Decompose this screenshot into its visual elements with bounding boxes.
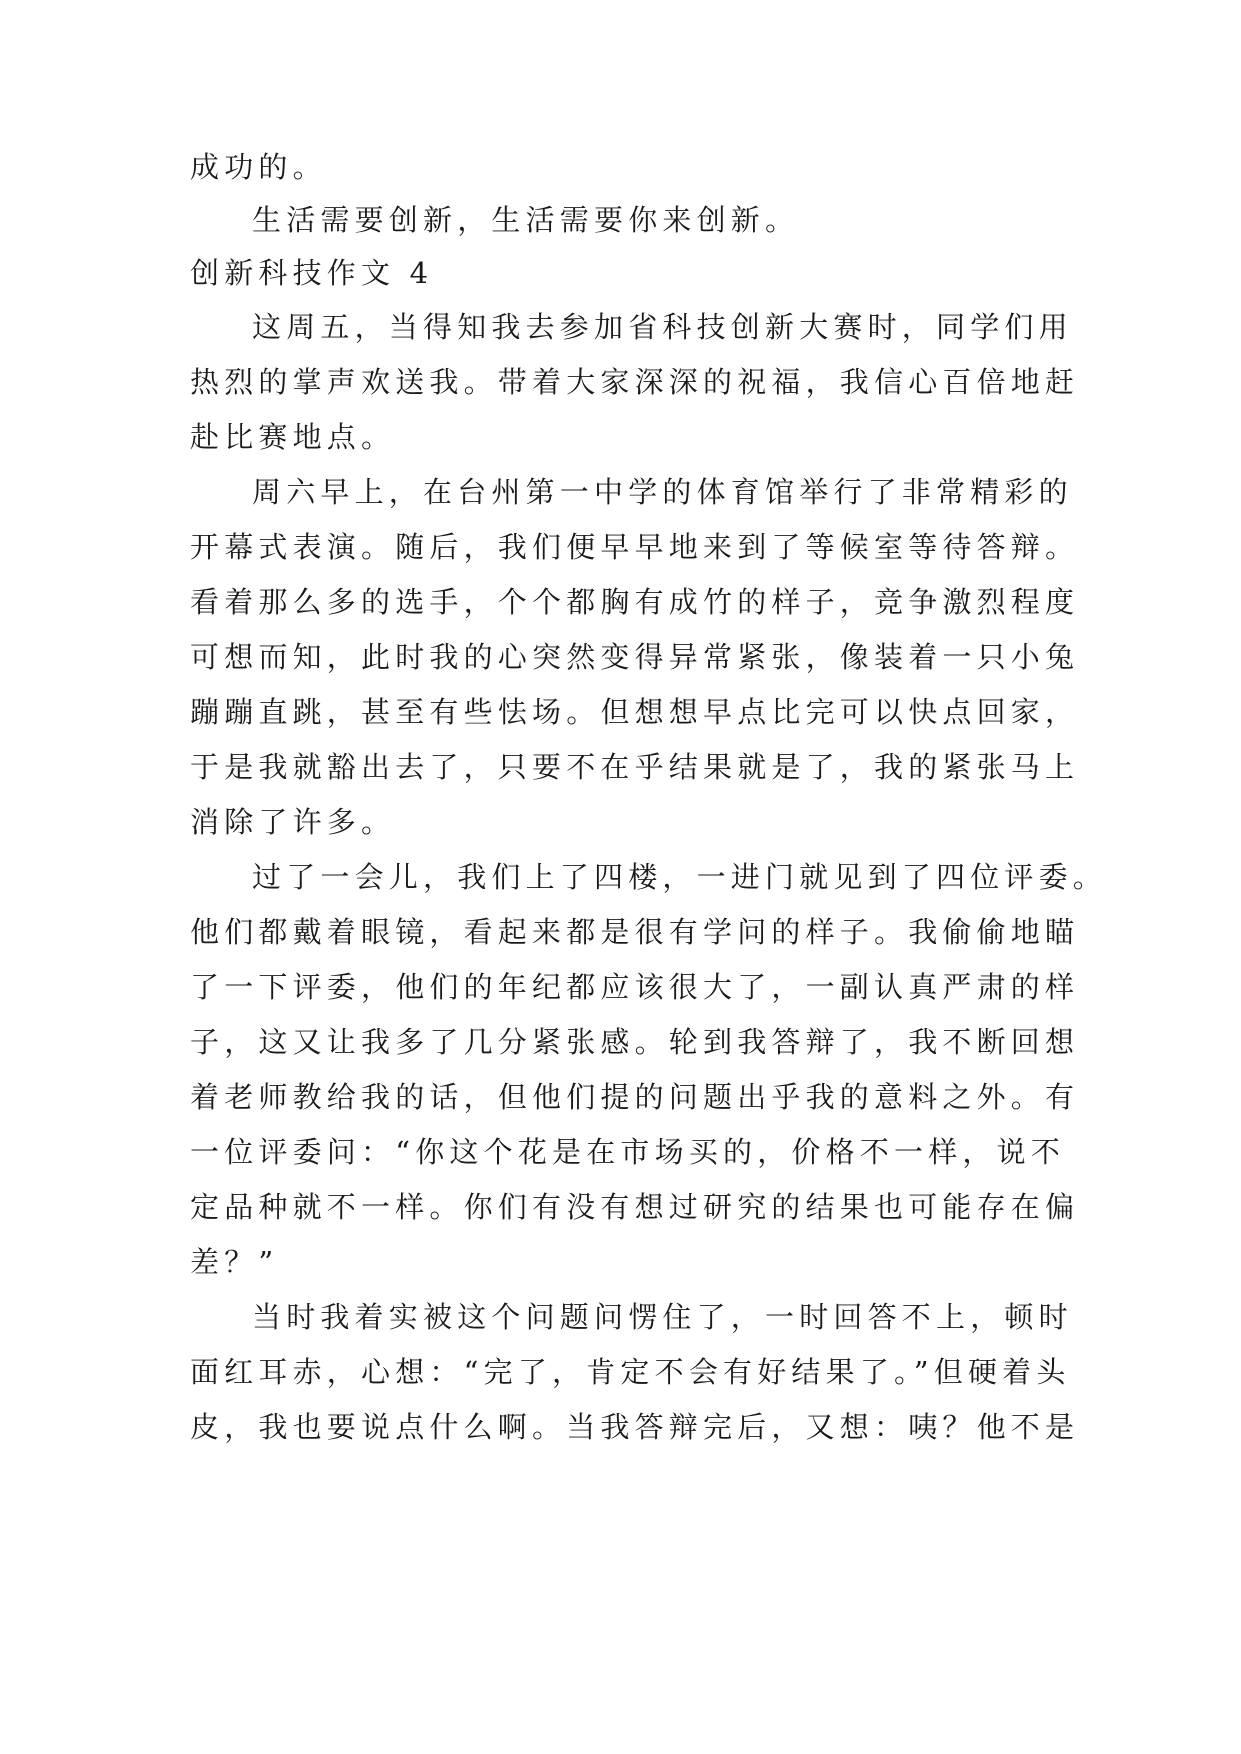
text-line: 赴比赛地点。 — [190, 420, 396, 454]
text-line: 定品种就不一样。你们有没有想过研究的结果也可能存在偏 — [190, 1190, 1080, 1224]
text-line: 生活需要创新，生活需要你来创新。 — [252, 203, 800, 237]
text-line: 子，这又让我多了几分紧张感。轮到我答辩了，我不断回想 — [190, 1025, 1080, 1059]
text-line: 了一下评委，他们的年纪都应该很大了，一副认真严肃的样 — [190, 970, 1080, 1004]
text-line: 周六早上，在台州第一中学的体育馆举行了非常精彩的 — [252, 475, 1073, 509]
text-line: 他们都戴着眼镜，看起来都是很有学问的样子。我偷偷地瞄 — [190, 915, 1080, 949]
text-line: 着老师教给我的话，但他们提的问题出乎我的意料之外。有 — [190, 1080, 1080, 1114]
section-heading: 创新科技作文 4 — [190, 256, 434, 290]
text-line: 当时我着实被这个问题问愣住了，一时回答不上，顿时 — [252, 1300, 1073, 1334]
text-line: 皮，我也要说点什么啊。当我答辩完后，又想：咦？他不是 — [190, 1410, 1080, 1444]
text-line: 成功的。 — [190, 150, 327, 184]
text-line: 蹦蹦直跳，甚至有些怯场。但想想早点比完可以快点回家， — [190, 695, 1080, 729]
text-line: 差？” — [190, 1245, 279, 1279]
text-line: 可想而知，此时我的心突然变得异常紧张，像装着一只小兔 — [190, 640, 1080, 674]
text-line: 这周五，当得知我去参加省科技创新大赛时，同学们用 — [252, 310, 1073, 344]
text-line: 热烈的掌声欢送我。带着大家深深的祝福，我信心百倍地赶 — [190, 365, 1080, 399]
text-line: 消除了许多。 — [190, 805, 396, 839]
text-line: 过了一会儿，我们上了四楼，一进门就见到了四位评委。 — [252, 860, 1108, 894]
text-line: 面红耳赤，心想：“完了，肯定不会有好结果了。”但硬着头 — [190, 1355, 1071, 1389]
text-line: 于是我就豁出去了，只要不在乎结果就是了，我的紧张马上 — [190, 750, 1080, 784]
text-line: 一位评委问：“你这个花是在市场买的，价格不一样，说不 — [190, 1135, 1066, 1169]
text-line: 开幕式表演。随后，我们便早早地来到了等候室等待答辩。 — [190, 530, 1080, 564]
text-line: 看着那么多的选手，个个都胸有成竹的样子，竞争激烈程度 — [190, 585, 1080, 619]
